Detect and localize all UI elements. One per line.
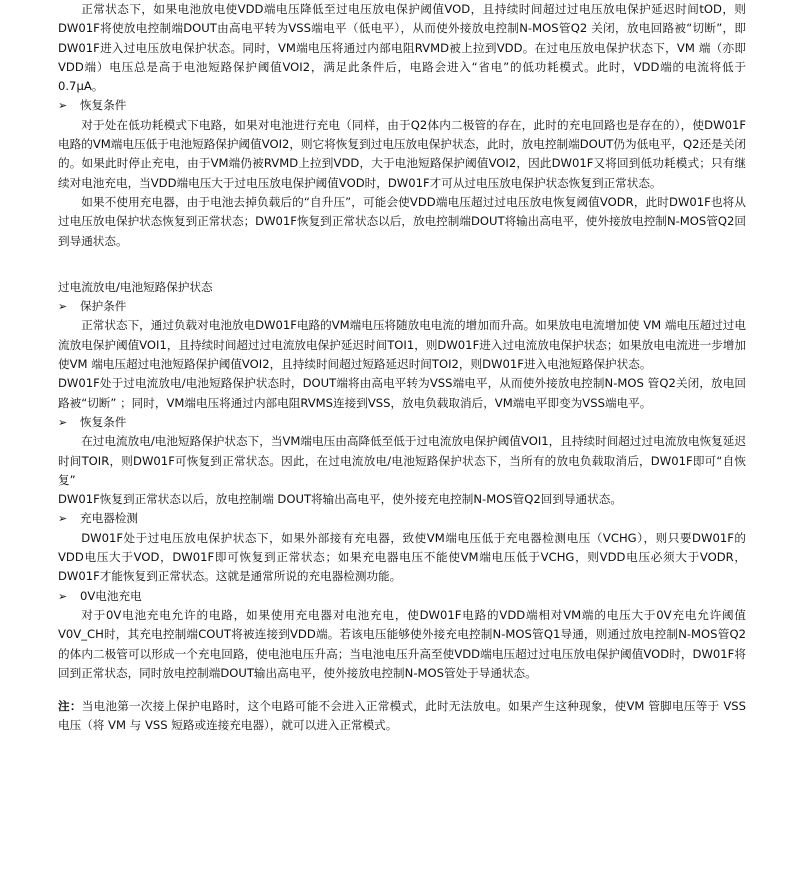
note-label: 注： [58,699,82,714]
paragraph-recovery-2b: DW01F恢复到正常状态以后，放电控制端 DOUT将输出高电平，使外接充电控制N-MOS管Q2回到导通状态。 [58,492,622,507]
paragraph-overdischarge-protect: 正常状态下，如果电池放电使VDD端电压降低至过电压放电保护阈值VOD，且持续时间超过过电压放电保护延迟时间tOD，则DW01F将使放电控制端DOUT由高电平转为VSS端电平（低电平），从而使外接放电控制N-MOS管Q2 关闭，放电回路被“切断”，即DW01F进入过电压放电保护状态。同时，VM端电压将通过内部电阻RVMD被上拉到VDD。在过电压放电保护状态下，VM 端（亦即VDD端）电压总是高于电池短路保护阈值VOI2，满足此条件后，电路会进入“省电”的低功耗模式。此时，VDD端的电流将低于0.7μA。 [58,2,746,94]
paragraph-charger-detect: DW01F处于过电压放电保护状态下，如果外部接有充电器，致使VM端电压低于充电器检测电压（VCHG），则只要DW01F的VDD电压大于VOD，DW01F即可恢复到正常状态；如果充电器电压不能使VM端电压低于VCHG，则VDD电压必须大于VODR，DW01F才能恢复到正常状态。这就是通常所说的充电器检测功能。 [58,530,746,584]
paragraph-overcurrent-state: DW01F处于过电流放电/电池短路保护状态时，DOUT端将由高电平转为VSS端电平，从而使外接放电控制N-MOS 管Q2关闭，放电回路被“切断” ；同时，VM端电压将通过内部电阻RVMS连接到VSS，放电负载取消后，VM端电平即变为VSS端电平。 [58,376,746,410]
arrow-bullet-icon: ➢ [58,415,68,429]
bullet-charger-detect [58,509,746,528]
bullet-protect-state [58,297,746,316]
arrow-bullet-icon: ➢ [58,99,68,113]
bullet-recovery-2 [58,413,746,432]
bullet-recovery-1 [58,96,746,115]
note-paragraph [58,697,746,736]
bullet-recovery-1-label: 恢复条件 [80,98,127,113]
arrow-bullet-icon: ➢ [58,300,68,314]
bullet-0v-charge-label: 0V电池充电 [80,588,142,603]
note-text: 当电池第一次接上保护电路时，这个电路可能不会进入正常模式，此时无法放电。如果产生这种现象，使VM 管脚电压等于 VSS 电压（将 VM 与 VSS 短路或连接充电器），就可以进入正常模式。 [58,699,746,733]
bullet-charger-detect-label: 充电器检测 [80,511,138,526]
paragraph-recovery-2a: 在过电流放电/电池短路保护状态下，当VM端电压由高降低至低于过电流放电保护阈值VOI1，且持续时间超过过电流放电恢复延迟时间TOIR，则DW01F可恢复到正常状态。因此，在过电流放电/电池短路保护状态下，当所有的放电负载取消后，DW01F即可“自恢复” [58,434,746,487]
bullet-recovery-2-label: 恢复条件 [80,414,127,429]
arrow-bullet-icon: ➢ [58,589,68,603]
bullet-protect-state-label: 保护条件 [80,299,127,314]
spacer [58,251,746,263]
paragraph-0v-charge: 对于0V电池充电允许的电路，如果使用充电器对电池充电，使DW01F电路的VDD端相对VM端的电压大于0V充电允许阈值V0V_CH时，其充电控制端COUT将被连接到VDD端。若该电压能够使外接充电控制N-MOS管Q1导通，则通过放电控制N-MOS管Q2的体内二极管可以形成一个充电回路，使电池电压升高；当电池电压升高至使VDD端电压超过过电压放电保护阈值VOD时，DW01F将回到正常状态，同时放电控制端DOUT输出高电平，使外接放电控制N-MOS管处于导通状态。 [58,607,746,680]
bullet-0v-charge [58,587,746,606]
section-title-overcurrent: 过电流放电/电池短路保护状态 [58,279,213,294]
paragraph-overcurrent-protect: 正常状态下，通过负载对电池放电DW01F电路的VM端电压将随放电电流的增加而升高。如果放电电流增加使 VM 端电压超过过电流放电保护阈值VOI1，且持续时间超过过电流放电保护延迟时间TOI1，则DW01F进入过电流放电保护状态；如果放电电流进一步增加使VM 端电压超过电池短路保护阈值VOI2，且持续时间超过短路延迟时间TOI2，则DW01F进入电池短路保护状态。 [58,318,746,372]
arrow-bullet-icon: ➢ [58,512,68,526]
paragraph-recovery-1a: 对于处在低功耗模式下电路，如果对电池进行充电（同样，由于Q2体内二极管的存在，此时的充电回路也是存在的），使DW01F电路的VM端电压低于电池短路保护阈值VOI2，则它将恢复到过电压放电保护状态，此时，放电控制端DOUT仍为低电平，Q2还是关闭的。如果此时停止充电，由于VM端仍被RVMD上拉到VDD，大于电池短路保护阈值VOI2，因此DW01F又将回到低功耗模式；只有继续对电池充电，当VDD端电压大于过电压放电保护阈值VOD时，DW01F才可从过电压放电保护状态恢复到正常状态。 [58,117,746,190]
paragraph-recovery-1b: 如果不使用充电器，由于电池去掉负载后的“自升压”，可能会使VDD端电压超过过电压放电恢复阈值VODR，此时DW01F也将从过电压放电保护状态恢复到正常状态；DW01F恢复到正常状态以后，放电控制端DOUT将输出高电平，使外接放电控制N-MOS管Q2回到导通状态。 [58,194,746,248]
document-page [58,0,746,736]
